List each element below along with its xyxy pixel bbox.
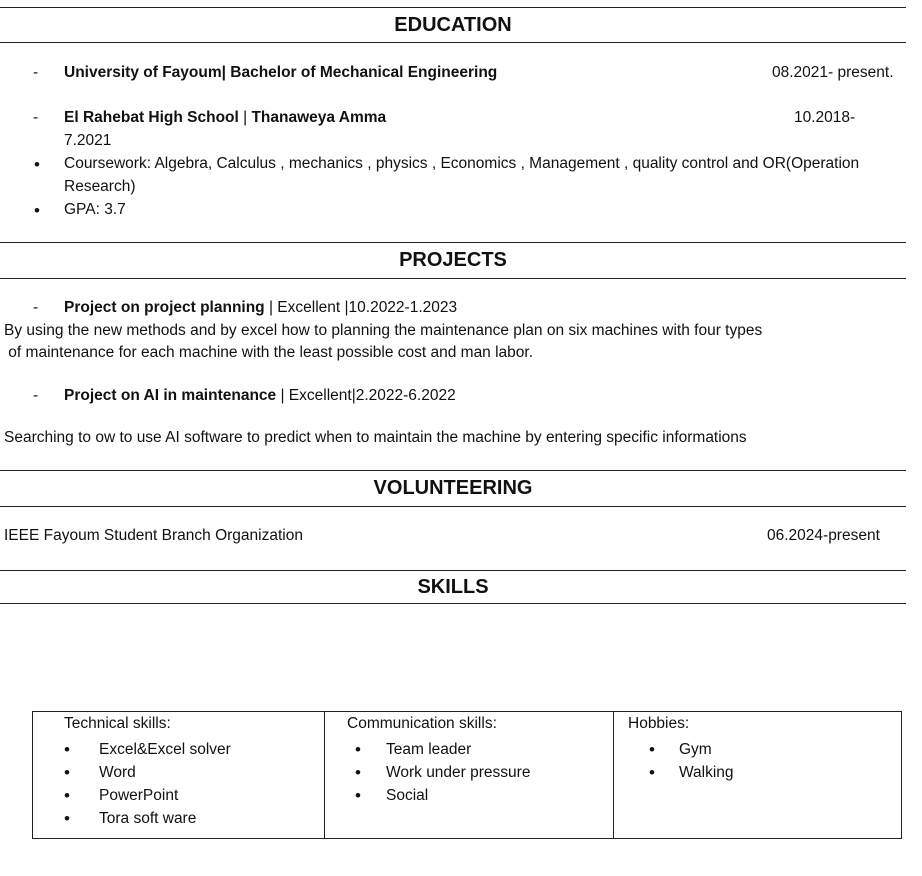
skill-text: Excel&Excel solver [99,741,231,758]
project-2-bullet: - [33,387,39,404]
volunteering-date: 06.2024-present [767,527,880,544]
education-entry-2-degree: Thanaweya Amma [251,109,387,126]
bullet-dot: • [64,809,70,828]
coursework-text: Coursework: Algebra, Calculus , mechanics , physics , Economics , Management , quality control and OR(Operation [64,155,860,172]
bullet-dot: • [64,786,70,805]
project-1-desc-1: By using the new methods and by excel how to planning the maintenance plan on six machines with four types [4,322,763,339]
education-entry-2-sep: | [238,109,252,126]
bullet-dot: • [649,763,655,782]
project-1-desc-2: of maintenance for each machine with the least possible cost and man labor. [4,344,534,361]
skill-text: Social [386,787,429,804]
project-1-line [64,299,457,317]
skills-col-communication [324,712,613,838]
skill-text: Gym [679,741,712,758]
bullet-dot: • [355,786,361,805]
project-2-meta: | Excellent|2.2022-6.2022 [276,387,456,404]
project-1-meta: | Excellent |10.2022-1.2023 [264,299,458,316]
education-entry-1-bullet: - [33,64,39,81]
skills-col-communication-title: Communication skills: [347,715,497,732]
education-entry-2-date: 10.2018- [794,109,856,126]
bullet-dot: • [64,763,70,782]
gpa-text: GPA: 3.7 [64,201,126,218]
skill-text: Tora soft ware [99,810,197,827]
education-entry-2-school: El Rahebat High School [64,109,239,126]
skill-text: Word [99,764,136,781]
bullet-dot: • [355,763,361,782]
gpa-bullet: • [34,201,40,220]
project-2-desc-1: Searching to ow to use AI software to predict when to maintain the machine by entering specific informations [4,429,747,446]
education-entry-1-school: University of Fayoum| Bachelor of Mechanical Engineering [64,64,498,81]
coursework-text-cont: Research) [64,178,136,195]
education-heading: EDUCATION [0,7,906,43]
skills-table [32,711,902,839]
skills-heading: SKILLS [0,570,906,604]
skill-text: Team leader [386,741,472,758]
volunteering-org: IEEE Fayoum Student Branch Organization [4,527,303,544]
skill-text: Walking [679,764,734,781]
skills-col-hobbies-title: Hobbies: [628,715,690,732]
bullet-dot: • [649,740,655,759]
project-1-bullet: - [33,299,39,316]
project-2-line [64,387,456,405]
education-entry-2-line [64,109,386,127]
education-entry-2-date-cont: 7.2021 [64,132,112,149]
skill-text: PowerPoint [99,787,179,804]
skills-col-technical [33,712,324,838]
bullet-dot: • [355,740,361,759]
project-1-title: Project on project planning [64,299,265,316]
projects-heading: PROJECTS [0,242,906,279]
coursework-bullet: • [34,155,40,174]
skill-text: Work under pressure [386,764,531,781]
project-2-title: Project on AI in maintenance [64,387,277,404]
volunteering-heading: VOLUNTEERING [0,470,906,507]
skills-col-hobbies [613,712,901,838]
skills-col-technical-title: Technical skills: [64,715,171,732]
education-entry-2-bullet: - [33,109,39,126]
education-entry-1-date: 08.2021- present. [772,64,894,81]
bullet-dot: • [64,740,70,759]
